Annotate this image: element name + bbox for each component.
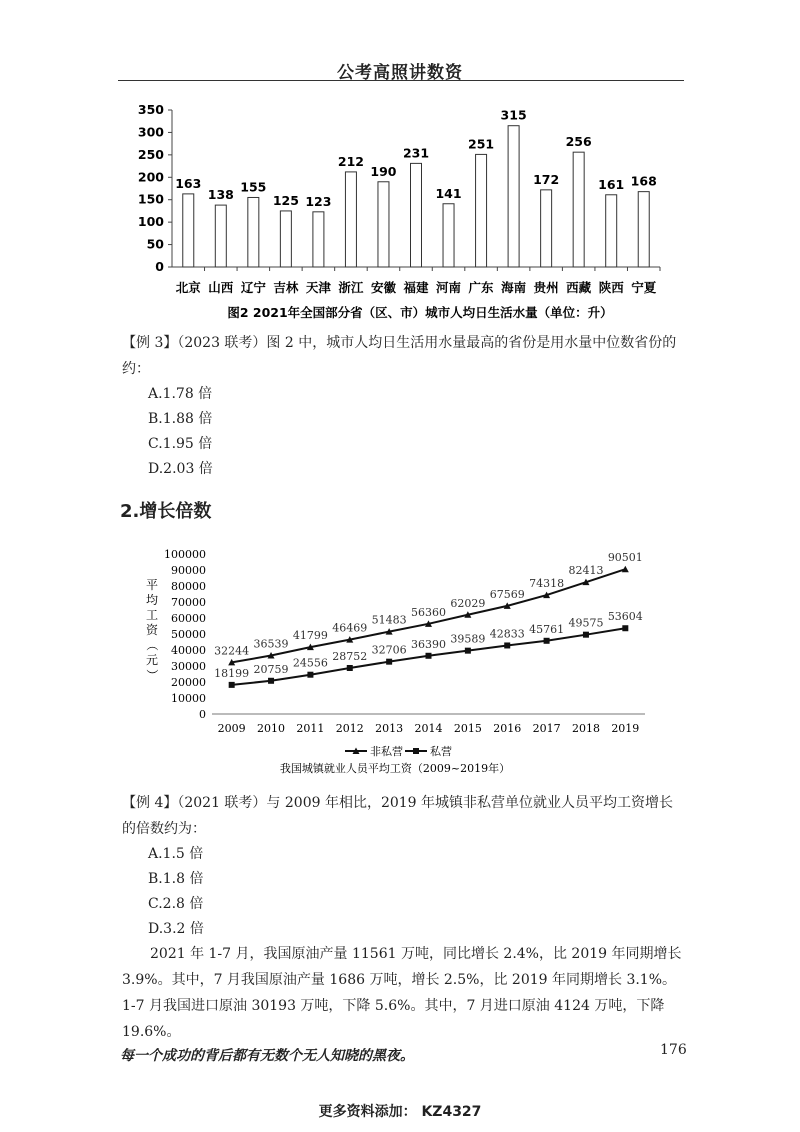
line-data-label: 36390 — [411, 637, 446, 651]
bar-北京 — [183, 194, 194, 267]
line-y-tick-label: 90000 — [171, 564, 206, 577]
header-divider — [118, 80, 684, 81]
line-x-tick-label: 2012 — [335, 722, 364, 735]
line-y-tick-label: 20000 — [171, 676, 206, 689]
bar-y-tick-label: 150 — [137, 191, 164, 207]
bar-安徽 — [378, 182, 389, 267]
line-x-tick-label: 2013 — [375, 722, 404, 735]
line-y-label-char: 元 — [145, 653, 159, 667]
bar-广东 — [476, 154, 487, 267]
line-point-square — [583, 632, 589, 638]
bar-辽宁 — [248, 197, 259, 267]
line-point-square — [544, 638, 550, 644]
line-data-label: 32706 — [371, 643, 407, 657]
bar-category-label: 安徽 — [370, 280, 396, 295]
bar-河南 — [443, 204, 454, 267]
line-data-label: 46469 — [332, 621, 368, 635]
bar-value-label: 125 — [272, 192, 299, 208]
bar-value-label: 141 — [435, 185, 462, 201]
bar-category-label: 贵州 — [533, 280, 559, 295]
bar-value-label: 155 — [240, 179, 267, 195]
line-y-label-char: 资 — [145, 623, 159, 637]
legend-label: 非私营 — [370, 745, 403, 758]
line-data-label: 45761 — [529, 622, 565, 636]
line-data-label: 32244 — [214, 644, 250, 658]
example4-option-d: D.3.2 倍 — [148, 921, 204, 937]
line-data-label: 20759 — [253, 662, 289, 676]
line-x-tick-label: 2019 — [611, 722, 640, 735]
bar-山西 — [215, 205, 226, 267]
line-y-tick-label: 10000 — [171, 692, 206, 705]
bar-category-label: 海南 — [501, 280, 527, 295]
line-point-square — [229, 682, 235, 688]
line-chart-wages — [140, 545, 660, 780]
bar-category-label: 福建 — [403, 280, 429, 295]
line-point-square — [347, 665, 353, 671]
page-number: 176 — [660, 1042, 687, 1058]
line-point-square — [622, 625, 628, 631]
line-data-label: 51483 — [371, 613, 407, 627]
bar-y-tick-label: 0 — [155, 259, 164, 274]
line-point-square — [504, 642, 510, 648]
line-y-tick-label: 70000 — [171, 596, 206, 609]
bar-陕西 — [606, 195, 617, 267]
bar-天津 — [313, 212, 324, 267]
bar-value-label: 315 — [500, 107, 527, 123]
bar-category-label: 广东 — [468, 280, 494, 295]
line-data-label: 49575 — [568, 616, 604, 630]
line-y-tick-label: 40000 — [171, 644, 206, 657]
line-point-square — [426, 653, 432, 659]
line-chart-title: 我国城镇就业人员平均工资（2009~2019年） — [279, 762, 511, 775]
line-x-tick-label: 2014 — [414, 722, 443, 735]
line-y-tick-label: 100000 — [164, 548, 206, 561]
line-data-label: 82413 — [568, 564, 604, 578]
bar-y-tick-label: 350 — [137, 102, 164, 117]
page-header-title: 公考高照讲数资 — [337, 63, 463, 83]
line-y-tick-label: 50000 — [171, 628, 206, 641]
bar-value-label: 168 — [630, 173, 657, 189]
bar-吉林 — [280, 211, 291, 267]
bar-value-label: 231 — [402, 145, 430, 161]
line-data-label: 90501 — [607, 551, 643, 565]
bar-value-label: 256 — [565, 134, 592, 150]
line-y-tick-label: 60000 — [171, 612, 206, 625]
line-data-label: 42833 — [489, 627, 525, 641]
line-chart-data-labels — [214, 551, 643, 680]
line-point-triangle — [622, 566, 629, 573]
line-y-tick-label: 30000 — [171, 660, 206, 673]
footer-contact: 更多资料添加： KZ4327 — [318, 1104, 482, 1120]
legend-marker-square — [413, 748, 419, 754]
line-point-square — [268, 678, 274, 684]
bar-chart-category-labels — [176, 280, 657, 295]
line-x-tick-label: 2017 — [532, 722, 561, 735]
bar-y-tick-label: 300 — [137, 124, 164, 140]
line-data-label: 74318 — [529, 577, 565, 591]
line-x-tick-label: 2009 — [217, 722, 246, 735]
line-y-label-char: 平 — [145, 578, 159, 592]
bar-value-label: 163 — [175, 175, 202, 191]
line-data-label: 36539 — [253, 637, 289, 651]
line-y-label-char: （ — [145, 638, 159, 652]
line-x-tick-label: 2016 — [493, 722, 522, 735]
bar-宁夏 — [638, 192, 649, 267]
line-y-tick-label: 80000 — [171, 580, 206, 593]
bar-chart-water-usage — [120, 96, 680, 326]
example4-question: 【例 4】（2021 联考）与 2009 年相比，2019 年城镇非私营单位就业人员平均工资增长的倍数约为： — [122, 795, 674, 837]
example4-option-b: B.1.8 倍 — [148, 871, 204, 887]
bar-福建 — [411, 163, 422, 267]
line-chart-legend — [345, 744, 452, 758]
bar-y-tick-label: 100 — [137, 214, 164, 230]
example4-option-a: A.1.5 倍 — [148, 846, 204, 862]
bar-value-label: 212 — [337, 153, 364, 169]
example3-option-a: A.1.78 倍 — [148, 386, 213, 402]
line-x-tick-label: 2011 — [296, 722, 325, 735]
line-data-label: 28752 — [332, 649, 368, 663]
line-y-tick-label: 0 — [199, 708, 206, 721]
bar-category-label: 辽宁 — [240, 280, 266, 295]
bar-value-label: 161 — [598, 176, 625, 192]
line-data-label: 18199 — [214, 666, 250, 680]
bar-category-label: 北京 — [175, 280, 201, 295]
bar-value-label: 251 — [468, 136, 495, 152]
bar-category-label: 浙江 — [338, 280, 364, 295]
line-x-tick-label: 2018 — [571, 722, 600, 735]
bar-value-label: 190 — [370, 163, 397, 179]
line-data-label: 53604 — [607, 610, 643, 624]
line-y-label-char: 工 — [145, 608, 159, 622]
bar-category-label: 西藏 — [566, 280, 592, 295]
line-chart-y-axis-label — [145, 578, 159, 681]
bar-西藏 — [573, 152, 584, 267]
bar-贵州 — [541, 190, 552, 267]
example3-option-d: D.2.03 倍 — [148, 461, 213, 477]
line-point-square — [386, 659, 392, 665]
material-paragraph: 2021 年 1-7 月，我国原油产量 11561 万吨，同比增长 2.4%，比 2019 年同期增长 3.9%。其中，7 月我国原油产量 1686 万吨，增长 2.5%，比 2019 年同期增长 3.1%。1-7 月我国进口原油 30193 万吨，下降 5.6%。其中，7 月进口原油 4124 万吨，下降 19.6%。 — [122, 946, 682, 1040]
bar-海南 — [508, 126, 519, 267]
legend-label: 私营 — [430, 745, 452, 758]
line-data-label: 41799 — [292, 629, 328, 643]
line-data-label: 67569 — [489, 587, 525, 601]
section-title: 2.增长倍数 — [120, 501, 212, 522]
line-data-label: 24556 — [292, 656, 328, 670]
example4-option-c: C.2.8 倍 — [148, 896, 204, 912]
bar-value-label: 138 — [207, 187, 234, 203]
bar-value-label: 172 — [533, 171, 560, 187]
bar-category-label: 宁夏 — [631, 280, 657, 295]
line-y-label-char: ） — [145, 668, 159, 682]
example3-option-b: B.1.88 倍 — [148, 411, 213, 427]
bar-value-label: 123 — [305, 193, 332, 209]
line-point-square — [307, 672, 313, 678]
bar-category-label: 吉林 — [273, 280, 299, 295]
bar-y-tick-label: 200 — [137, 169, 164, 185]
bar-浙江 — [345, 172, 356, 267]
line-point-square — [465, 648, 471, 654]
line-x-tick-label: 2010 — [257, 722, 286, 735]
bar-category-label: 天津 — [305, 280, 331, 295]
bar-category-label: 陕西 — [598, 280, 624, 295]
bar-category-label: 河南 — [436, 280, 462, 295]
line-y-label-char: 均 — [145, 593, 159, 607]
motto: 每一个成功的背后都有无数个无人知晓的黑夜。 — [120, 1048, 414, 1064]
line-data-label: 56360 — [411, 605, 446, 619]
bar-y-tick-label: 50 — [146, 236, 164, 252]
line-x-tick-label: 2015 — [453, 722, 482, 735]
line-data-label: 62029 — [450, 596, 486, 610]
example3-question: 【例 3】（2023 联考）图 2 中，城市人均日生活用水量最高的省份是用水量中位数省份的约： — [122, 335, 677, 377]
line-data-label: 39589 — [450, 632, 486, 646]
bar-y-tick-label: 250 — [137, 146, 164, 162]
example3-option-c: C.1.95 倍 — [148, 436, 213, 452]
bar-category-label: 山西 — [208, 280, 234, 295]
bar-chart-title: 图2 2021年全国部分省（区、市）城市人均日生活水量（单位：升） — [227, 305, 613, 320]
